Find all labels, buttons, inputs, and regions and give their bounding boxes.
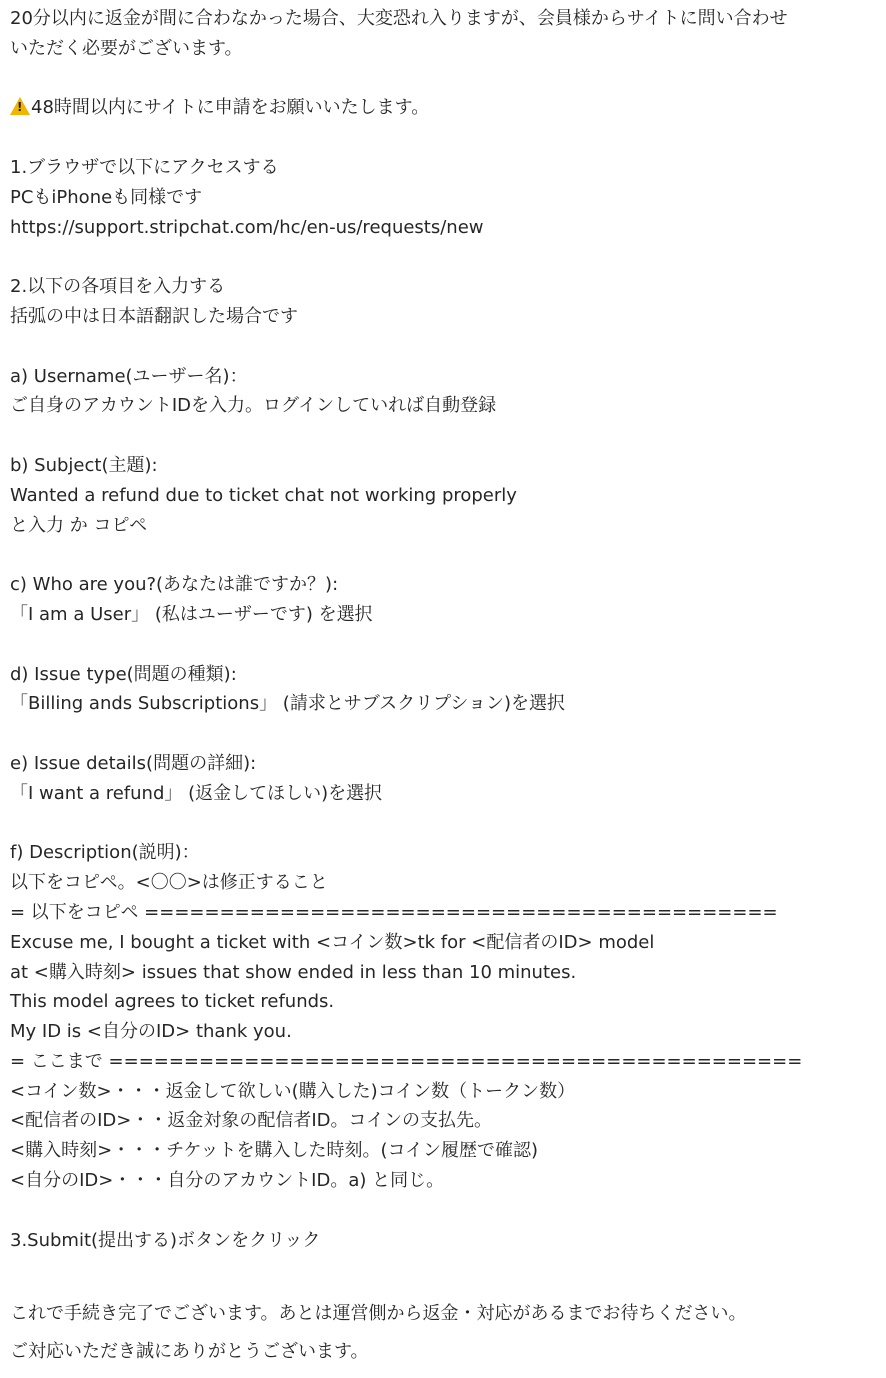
field-subject-label: b) Subject(主題): <box>10 454 158 476</box>
field-issue-type-label: d) Issue type(問題の種類): <box>10 663 237 685</box>
placeholder-def-time: <購入時刻>・・・チケットを購入した時刻。(コイン履歴で確認) <box>10 1140 539 1162</box>
placeholder-def-myid: <自分のID>・・・自分のアカウントID。a) と同じ。 <box>10 1170 445 1192</box>
closing-line-2: ご対応いただき誠にありがとうございます。 <box>10 1341 369 1363</box>
copy-text-line-2: at <購入時刻> issues that show ended in less than 10 minutes. <box>10 961 577 983</box>
field-who-label: c) Who are you?(あなたは誰ですか？): <box>10 574 339 596</box>
spacer <box>10 1255 880 1285</box>
step2-title: 2.以下の各項目を入力する <box>10 276 226 298</box>
field-username-value: ご自身のアカウントIDを入力。ログインしていれば自動登録 <box>10 395 497 417</box>
placeholder-def-streamer: <配信者のID>・・返金対象の配信者ID。コインの支払先。 <box>10 1110 492 1132</box>
intro-line-2: いただく必要がございます。 <box>10 37 243 59</box>
placeholder-def-coins: <コイン数>・・・返金して欲しい(購入した)コイン数（トークン数） <box>10 1080 576 1102</box>
spacer <box>10 630 880 660</box>
field-who-value: 「I am a User」 (私はユーザーです) を選択 <box>10 603 373 625</box>
field-description-note: 以下をコピペ。<〇〇>は修正すること <box>10 872 328 894</box>
field-issue-type-value: 「Billing ands Subscriptions」 (請求とサブスクリプション)を選択 <box>10 693 566 715</box>
spacer <box>10 1285 880 1299</box>
intro-line-1: 20分以内に返金が間に合わなかった場合、大変恐れ入りますが、会員様からサイトに問い合わせ <box>10 8 788 29</box>
spacer <box>10 242 880 272</box>
copy-text-line-3: This model agrees to ticket refunds. <box>10 991 335 1013</box>
field-description-label: f) Description(説明)： <box>10 842 200 864</box>
closing-line-1: これで手続き完了でございます。あとは運営側から返金・対応があるまでお待ちください。 <box>10 1303 747 1325</box>
copy-block-end: = ここまで ============================================== <box>10 1050 803 1072</box>
step1-note: PCもiPhoneも同様です <box>10 186 203 208</box>
step3-title: 3.Submit(提出する)ボタンをクリック <box>10 1229 321 1251</box>
field-issue-details-label: e) Issue details(問題の詳細): <box>10 752 257 774</box>
copy-text-line-1: Excuse me, I bought a ticket with <コイン数>tk for <配信者のID> model <box>10 931 655 953</box>
document-body <box>10 4 880 1367</box>
spacer <box>10 1196 880 1226</box>
spacer <box>10 421 880 451</box>
spacer <box>10 809 880 839</box>
spacer <box>10 64 880 94</box>
field-issue-details-value: 「I want a refund」 (返金してほしい)を選択 <box>10 782 383 804</box>
warning-line <box>10 93 880 123</box>
spacer <box>10 332 880 362</box>
spacer <box>10 540 880 570</box>
step2-note: 括弧の中は日本語翻訳した場合です <box>10 305 298 327</box>
field-subject-note: と入力 か コピペ <box>10 514 148 536</box>
step1-title: 1.ブラウザで以下にアクセスする <box>10 156 279 178</box>
copy-block-start: = 以下をコピペ ========================================== <box>10 901 778 923</box>
field-username-label: a) Username(ユーザー名)： <box>10 365 248 387</box>
warning-text: 48時間以内にサイトに申請をお願いいたします。 <box>31 97 430 119</box>
field-subject-value: Wanted a refund due to ticket chat not working properly <box>10 484 517 506</box>
support-url: https://support.stripchat.com/hc/en-us/requests/new <box>10 216 484 238</box>
spacer <box>10 123 880 153</box>
spacer <box>10 719 880 749</box>
warning-icon <box>10 97 30 115</box>
copy-text-line-4: My ID is <自分のID> thank you. <box>10 1021 292 1043</box>
